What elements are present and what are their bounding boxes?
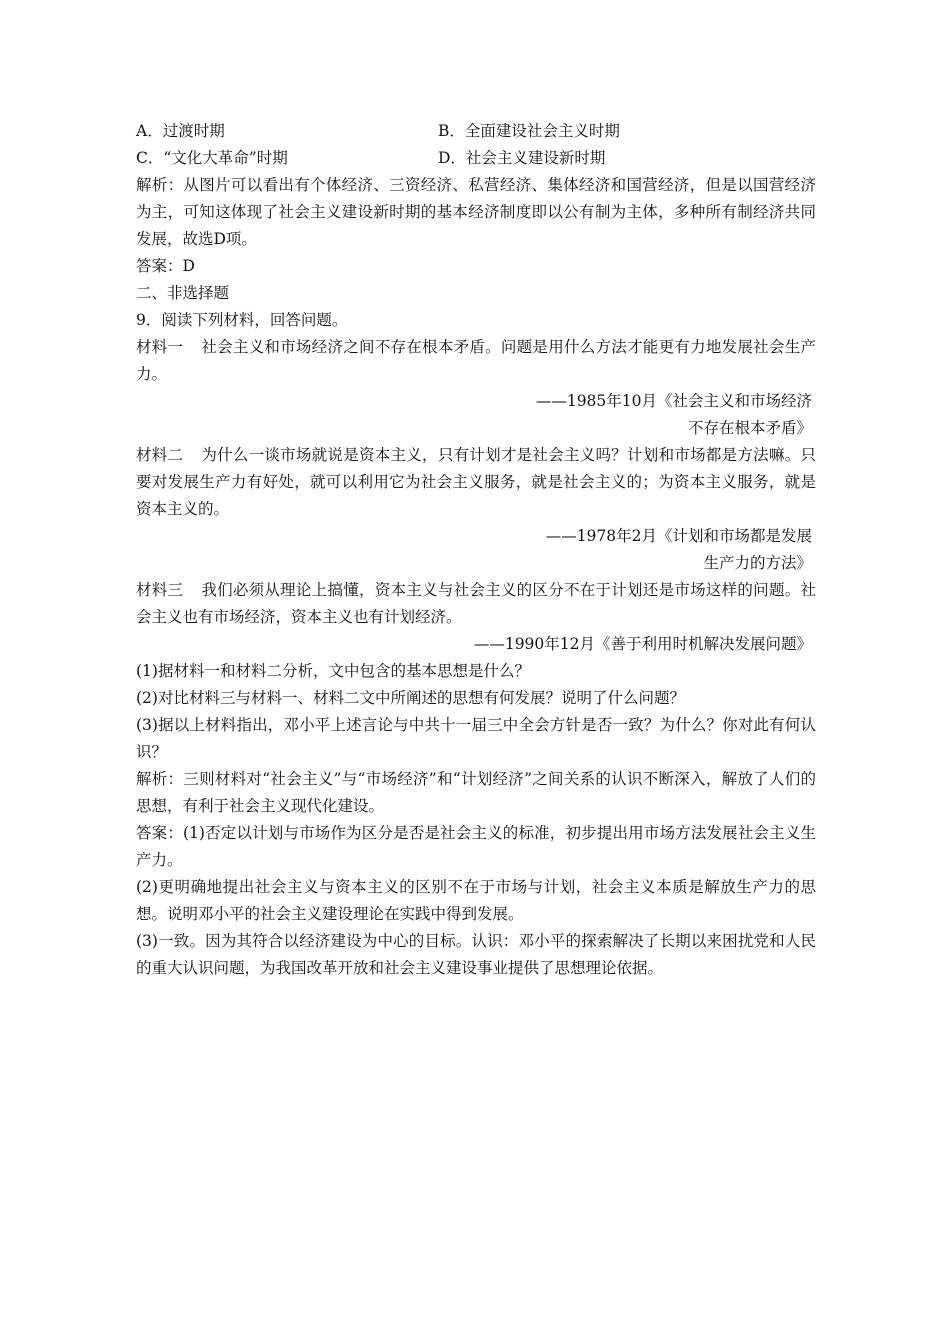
option-b: B．全面建设社会主义时期 bbox=[438, 122, 620, 140]
option-c: C．“文化大革命”时期 bbox=[136, 149, 288, 167]
options-row-ab bbox=[136, 118, 816, 145]
material-two-source-2: 生产力的方法》 bbox=[703, 554, 812, 572]
answer-1: 答案：(1)否定以计划与市场作为区分是否是社会主义的标准，初步提出用市场方法发展社会主义生产力。 bbox=[136, 824, 816, 869]
section-heading: 二、非选择题 bbox=[136, 284, 230, 302]
material-two bbox=[136, 442, 816, 523]
q9-stem: 9．阅读下列材料，回答问题。 bbox=[136, 311, 348, 329]
q8-analysis: 解析：从图片可以看出有个体经济、三资经济、私营经济、集体经济和国营经济，但是以国营经济为主，可知这体现了社会主义建设新时期的基本经济制度即以公有制为主体，多种所有制经济共同发展，故选D项。 bbox=[136, 176, 816, 248]
sub-question-3: (3)据以上材料指出，邓小平上述言论与中共十一届三中全会方针是否一致？为什么？你对此有何认识？ bbox=[136, 716, 816, 761]
material-two-label: 材料二 bbox=[136, 446, 184, 464]
sub-question-1: (1)据材料一和材料二分析，文中包含的基本思想是什么？ bbox=[136, 662, 530, 680]
option-a: A．过渡时期 bbox=[136, 122, 225, 140]
q9-analysis: 解析：三则材料对“社会主义”与“市场经济”和“计划经济”之间关系的认识不断深入，解放了人们的思想，有利于社会主义现代化建设。 bbox=[136, 770, 816, 815]
material-three-text: 我们必须从理论上搞懂，资本主义与社会主义的区分不在于计划还是市场这样的问题。社会主义也有市场经济，资本主义也有计划经济。 bbox=[136, 581, 816, 626]
material-two-text: 为什么一谈市场就说是资本主义，只有计划才是社会主义吗？计划和市场都是方法嘛。只要对发展生产力有好处，就可以利用它为社会主义服务，就是社会主义的；为资本主义服务，就是资本主义的。 bbox=[136, 446, 816, 518]
sub-question-2: (2)对比材料三与材料一、材料二文中所阐述的思想有何发展？说明了什么问题？ bbox=[136, 689, 685, 707]
q8-answer: 答案：D bbox=[136, 257, 195, 275]
answer-2: (2)更明确地提出社会主义与资本主义的区别不在于市场与计划，社会主义本质是解放生产力的思想。说明邓小平的社会主义建设理论在实践中得到发展。 bbox=[136, 878, 816, 923]
document-page bbox=[136, 118, 816, 982]
material-three-label: 材料三 bbox=[136, 581, 184, 599]
material-one bbox=[136, 334, 816, 388]
material-one-label: 材料一 bbox=[136, 338, 184, 356]
material-one-text: 社会主义和市场经济之间不存在根本矛盾。问题是用什么方法才能更有力地发展社会生产力。 bbox=[136, 338, 816, 383]
material-three-source: ——1990年12月《善于利用时机解决发展问题》 bbox=[473, 635, 812, 653]
material-two-source-1: ——1978年2月《计划和市场都是发展 bbox=[545, 527, 812, 545]
material-three bbox=[136, 577, 816, 631]
material-one-source-1: ——1985年10月《社会主义和市场经济 bbox=[535, 392, 812, 410]
options-row-cd bbox=[136, 145, 816, 172]
option-d: D．社会主义建设新时期 bbox=[438, 149, 606, 167]
material-one-source-2: 不存在根本矛盾》 bbox=[687, 419, 812, 437]
answer-3: (3)一致。因为其符合以经济建设为中心的目标。认识：邓小平的探索解决了长期以来困扰党和人民的重大认识问题，为我国改革开放和社会主义建设事业提供了思想理论依据。 bbox=[136, 932, 816, 977]
